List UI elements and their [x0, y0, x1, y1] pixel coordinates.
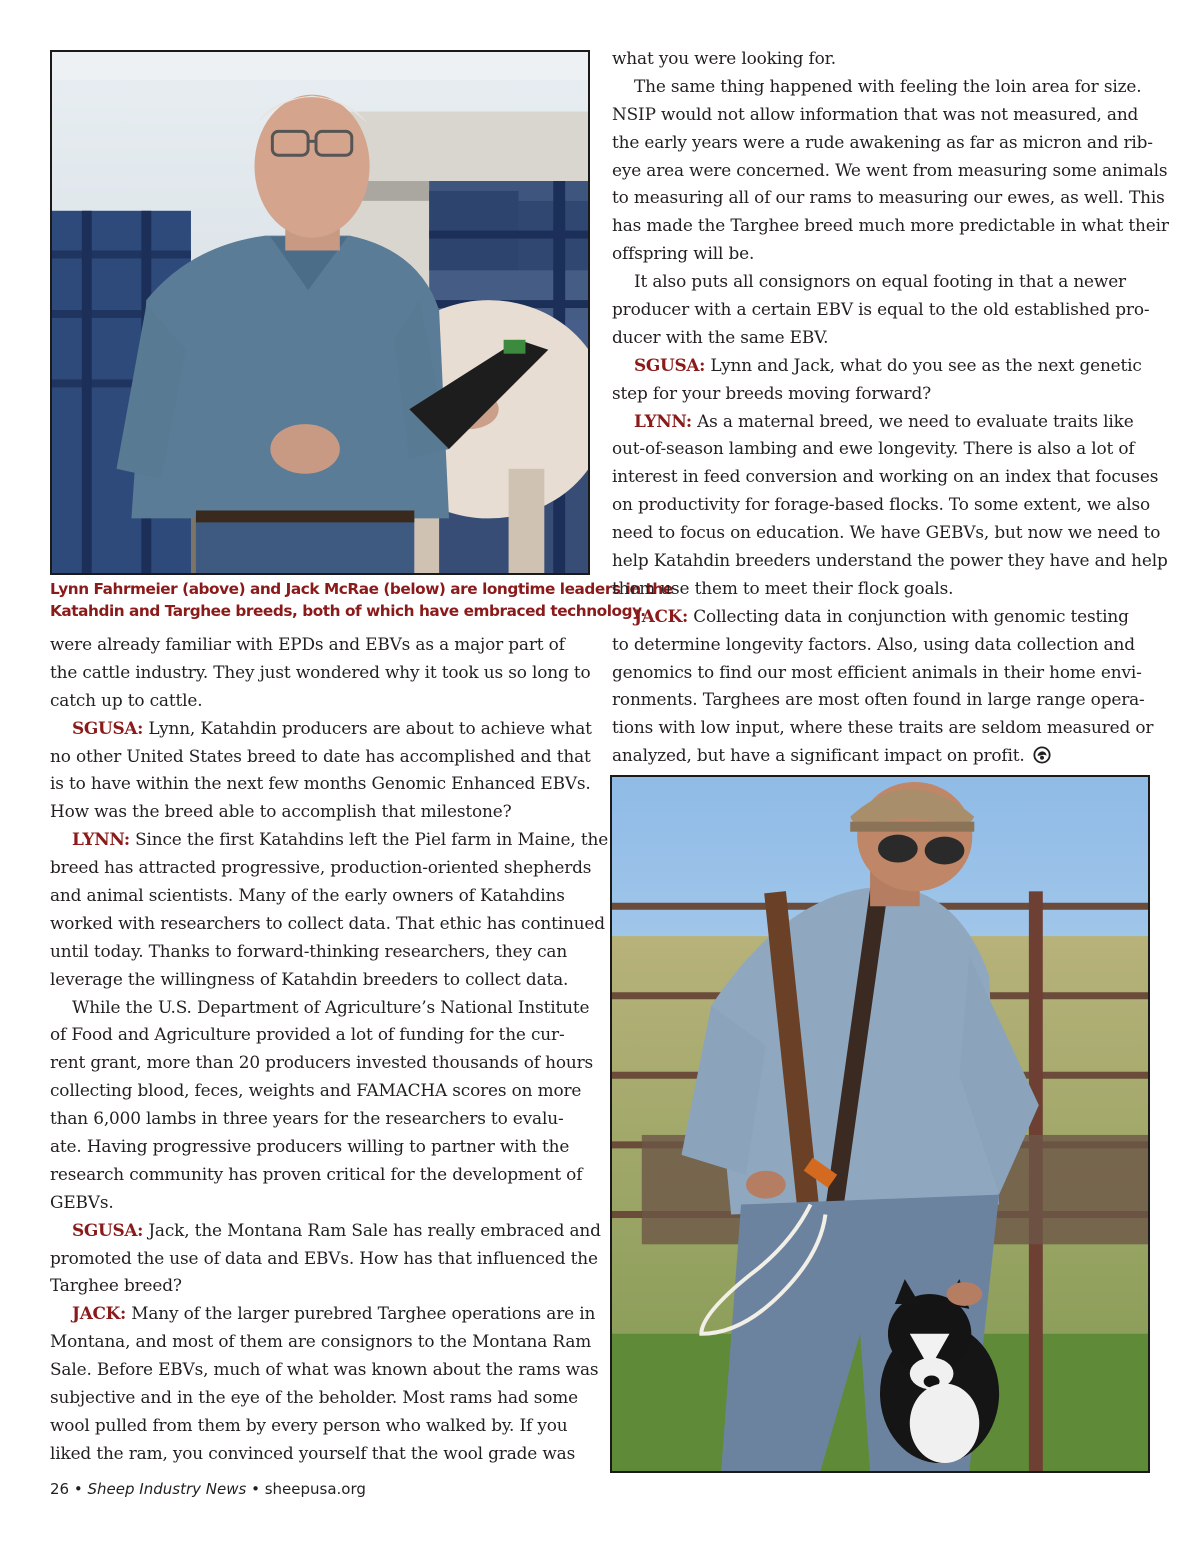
article-text: the cattle industry. They just wondered why it took us so long to [50, 661, 591, 682]
article-text: Many of the larger purebred Targhee operations are in [125, 1303, 596, 1324]
sheep-logo-icon [1033, 746, 1051, 764]
article-text: Montana, and most of them are consignors to the Montana Ram [50, 1331, 592, 1352]
article-text: them use them to meet their flock goals. [612, 577, 954, 598]
article-line [50, 910, 605, 938]
article-text: NSIP would not allow information that was not measured, and [612, 103, 1139, 124]
photo-jack-mcrae-image [612, 777, 1148, 1471]
article-text: of Food and Agriculture provided a lot of funding for the cur- [50, 1024, 565, 1045]
article-text: genomics to find our most efficient animals in their home envi- [612, 661, 1142, 682]
article-text: wool pulled from them by every person who walked by. If you [50, 1414, 568, 1435]
article-text: breed has attracted progressive, production-oriented shepherds [50, 857, 592, 878]
article-text: Lynn and Jack, what do you see as the next genetic [705, 354, 1142, 375]
article-line [612, 184, 1165, 212]
article-line [50, 994, 595, 1022]
article-text: collecting blood, feces, weights and FAMACHA scores on more [50, 1080, 582, 1101]
article-line [50, 659, 595, 687]
article-line [612, 157, 1168, 185]
article-line [612, 324, 1157, 352]
article-line [612, 603, 1157, 631]
article-line [612, 380, 1157, 408]
article-line [50, 1440, 595, 1468]
photo-jack-mcrae [610, 775, 1150, 1473]
article-text: Since the first Katahdins left the Piel farm in Maine, the [129, 829, 609, 850]
article-text: Lynn, Katahdin producers are about to achieve what [143, 717, 592, 738]
article-text: need to focus on education. We have GEBVs, but now we need to [612, 522, 1161, 543]
article-line [50, 1077, 595, 1105]
article-line [612, 240, 1157, 268]
article-line [50, 770, 595, 798]
article-text: rent grant, more than 20 producers invested thousands of hours [50, 1052, 594, 1073]
article-text: ronments. Targhees are most often found in large range opera- [612, 689, 1145, 710]
speaker-label: JACK: [72, 1303, 126, 1324]
article-text: The same thing happened with feeling the loin area for size. [634, 75, 1142, 96]
article-line [612, 575, 1157, 603]
article-text: research community has proven critical for the development of [50, 1163, 583, 1184]
article-line [612, 547, 1168, 575]
article-line [50, 1217, 601, 1245]
article-column-right [612, 45, 1169, 770]
photo-caption [50, 579, 673, 622]
speaker-label: LYNN: [634, 410, 692, 431]
speaker-label: JACK: [634, 605, 688, 626]
article-line [50, 966, 595, 994]
article-text: eye area were concerned. We went from measuring some animals [612, 159, 1168, 180]
article-line [612, 296, 1157, 324]
speaker-label: SGUSA: [634, 354, 706, 375]
article-line [612, 408, 1157, 436]
article-text: While the U.S. Department of Agriculture’s National Institute [72, 996, 590, 1017]
article-text: than 6,000 lambs in three years for the researchers to evalu- [50, 1108, 564, 1129]
article-line [612, 212, 1169, 240]
article-line [612, 519, 1161, 547]
article-text: to determine longevity factors. Also, using data collection and [612, 633, 1135, 654]
article-text: is to have within the next few months Genomic Enhanced EBVs. [50, 773, 591, 794]
article-line [612, 686, 1157, 714]
article-line [50, 1189, 595, 1217]
article-line [612, 491, 1157, 519]
article-line [50, 1133, 595, 1161]
article-text: has made the Targhee breed much more predictable in what their [612, 215, 1169, 236]
photo-lynn-fahrmeier [50, 50, 590, 575]
article-line [612, 463, 1157, 491]
article-line [612, 742, 1157, 770]
speaker-label: LYNN: [72, 829, 130, 850]
article-text: GEBVs. [50, 1191, 114, 1212]
article-line [612, 659, 1157, 687]
article-text: producer with a certain EBV is equal to the old established pro- [612, 299, 1150, 320]
article-line [50, 715, 595, 743]
photo-caption-line: Katahdin and Targhee breeds, both of which have embraced technology. [50, 601, 646, 620]
article-text: liked the ram, you convinced yourself that the wool grade was [50, 1442, 576, 1463]
article-text: leverage the willingness of Katahdin breeders to collect data. [50, 968, 569, 989]
article-line [50, 1245, 598, 1273]
article-text: catch up to cattle. [50, 689, 203, 710]
article-line [50, 1105, 595, 1133]
footer-bullet: • [251, 1480, 260, 1498]
article-line [50, 798, 595, 826]
page-footer [50, 1480, 366, 1498]
photo-lynn-fahrmeier-image [52, 52, 588, 573]
footer-bullet: • [73, 1480, 83, 1498]
article-line [50, 882, 595, 910]
article-text: to measuring all of our rams to measuring our ewes, as well. This [612, 187, 1165, 208]
article-text: worked with researchers to collect data. That ethic has continued [50, 912, 605, 933]
article-text: Targhee breed? [50, 1275, 182, 1296]
article-text: It also puts all consignors on equal footing in that a newer [634, 271, 1126, 292]
article-line [612, 631, 1157, 659]
article-line [50, 1049, 595, 1077]
speaker-label: SGUSA: [72, 717, 144, 738]
article-line [612, 45, 1157, 73]
article-line [50, 687, 595, 715]
article-line [50, 938, 595, 966]
article-text: promoted the use of data and EBVs. How has that influenced the [50, 1247, 598, 1268]
article-text: what you were looking for. [612, 48, 836, 68]
article-line [50, 1021, 595, 1049]
article-line [612, 73, 1157, 101]
article-line [50, 1300, 595, 1328]
article-line [612, 714, 1157, 742]
article-text: on productivity for forage-based flocks. To some extent, we also [612, 494, 1151, 515]
article-text: Collecting data in conjunction with genomic testing [687, 605, 1129, 626]
article-line [612, 101, 1157, 129]
article-text: until today. Thanks to forward-thinking researchers, they can [50, 940, 568, 961]
article-text: Sale. Before EBVs, much of what was known about the rams was [50, 1359, 599, 1380]
page-number: 26 [50, 1480, 70, 1498]
article-line [50, 1272, 595, 1300]
article-line [50, 1412, 595, 1440]
article-line [612, 268, 1157, 296]
article-text: out-of-season lambing and ewe longevity. There is also a lot of [612, 438, 1135, 459]
article-line [50, 1356, 599, 1384]
article-text: Jack, the Montana Ram Sale has really embraced and [143, 1219, 601, 1240]
article-line [50, 1161, 595, 1189]
article-text: subjective and in the eye of the beholder. Most rams had some [50, 1387, 579, 1408]
article-line [50, 743, 595, 771]
article-line [50, 1328, 595, 1356]
article-text: help Katahdin breeders understand the power they have and help [612, 550, 1168, 571]
article-line [612, 129, 1157, 157]
article-text: ducer with the same EBV. [612, 326, 829, 347]
article-text: no other United States breed to date has accomplished and that [50, 745, 591, 766]
article-line [50, 854, 595, 882]
article-line [50, 1384, 595, 1412]
article-text: analyzed, but have a significant impact on profit. [612, 745, 1025, 766]
article-column-left [50, 631, 609, 1468]
website-url: sheepusa.org [264, 1480, 366, 1498]
article-text: and animal scientists. Many of the early owners of Katahdins [50, 885, 565, 906]
speaker-label: SGUSA: [72, 1219, 144, 1240]
article-text: As a maternal breed, we need to evaluate traits like [691, 410, 1134, 431]
article-text: step for your breeds moving forward? [612, 382, 932, 403]
photo-caption-line: Lynn Fahrmeier (above) and Jack McRae (below) are longtime leaders in the [50, 580, 673, 598]
article-text: the early years were a rude awakening as far as micron and rib- [612, 131, 1153, 152]
article-text: tions with low input, where these traits are seldom measured or [612, 717, 1154, 738]
article-text: How was the breed able to accomplish that milestone? [50, 801, 512, 822]
article-line [50, 826, 609, 854]
article-text: offspring will be. [612, 243, 755, 264]
article-line [50, 631, 595, 659]
article-line [612, 352, 1157, 380]
article-text: interest in feed conversion and working on an index that focuses [612, 466, 1159, 487]
magazine-name: Sheep Industry News [87, 1480, 247, 1498]
article-line [612, 435, 1157, 463]
article-text: ate. Having progressive producers willing to partner with the [50, 1136, 570, 1157]
article-text: were already familiar with EPDs and EBVs as a major part of [50, 634, 565, 654]
